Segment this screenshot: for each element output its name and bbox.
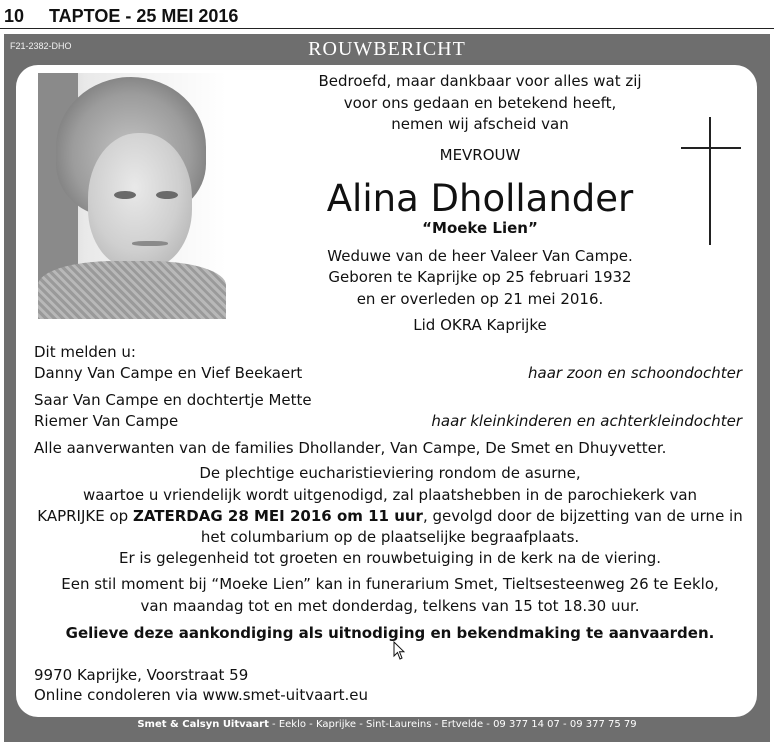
ceremony-line-5: Er is gelegenheid tot groeten en rouwbetuiging in de kerk na de viering. bbox=[118, 549, 662, 567]
announced-by: Dit melden u: bbox=[34, 343, 136, 361]
page-number: 10 bbox=[4, 6, 25, 26]
family-names-1: Danny Van Campe en Vief Beekaert bbox=[34, 364, 303, 382]
bio-line-3: en er overleden op 21 mei 2016. bbox=[356, 290, 604, 308]
ceremony-line-1: De plechtige eucharistieviering rondom de asurne, bbox=[199, 464, 581, 482]
bio-line-4: Lid OKRA Kaprijke bbox=[413, 316, 547, 334]
funeral-home-name: Smet & Calsyn Uitvaart bbox=[137, 719, 269, 730]
intro-line-2: voor ons gedaan en betekend heeft, bbox=[343, 94, 617, 112]
salutation: MEVROUW bbox=[439, 146, 521, 164]
portrait-photo bbox=[38, 73, 226, 319]
visit-line-2: van maandag tot en met donderdag, telkens van 15 tot 18.30 uur. bbox=[140, 597, 640, 615]
family-relation-1: haar zoon en schoondochter bbox=[528, 364, 742, 382]
ceremony-line-4: het columbarium op de plaatselijke begraafplaats. bbox=[200, 528, 580, 546]
funeral-home-details: - Eeklo - Kaprijke - Sint-Laureins - Ertvelde - 09 377 14 07 - 09 377 75 79 bbox=[268, 719, 637, 730]
mouse-cursor-icon bbox=[393, 641, 405, 661]
ceremony-date: ZATERDAG 28 MEI 2016 om 11 uur bbox=[132, 507, 423, 525]
publication-title: TAPTOE - 25 MEI 2016 bbox=[49, 6, 239, 26]
page-header bbox=[0, 0, 774, 30]
notice-title: ROUWBERICHT bbox=[308, 38, 466, 60]
ceremony-place: KAPRIJKE op bbox=[37, 507, 133, 525]
ceremony-line-3 bbox=[30, 507, 750, 525]
family-names-3: Riemer Van Campe bbox=[34, 412, 179, 430]
notice-code: F21-2382-DHO bbox=[10, 41, 72, 51]
intro-line-1: Bedroefd, maar dankbaar voor alles wat zij bbox=[318, 72, 642, 90]
nickname: “Moeke Lien” bbox=[422, 219, 538, 237]
header-rule bbox=[0, 28, 774, 29]
address: 9970 Kaprijke, Voorstraat 59 bbox=[34, 666, 249, 684]
request-line: Gelieve deze aankondiging als uitnodiging en bekendmaking te aanvaarden. bbox=[65, 624, 715, 642]
family-names-2: Saar Van Campe en dochtertje Mette bbox=[34, 391, 312, 409]
online-condolence: Online condoleren via www.smet-uitvaart.eu bbox=[34, 686, 369, 704]
visit-line-1: Een stil moment bij “Moeke Lien” kan in funerarium Smet, Tieltsesteenweg 26 te Eeklo, bbox=[61, 575, 719, 593]
bio-line-1: Weduwe van de heer Valeer Van Campe. bbox=[327, 247, 633, 265]
ceremony-line-2: waartoe u vriendelijk wordt uitgenodigd, zal plaatshebben in de parochiekerk van bbox=[82, 486, 698, 504]
intro-line-3: nemen wij afscheid van bbox=[391, 115, 569, 133]
funeral-home-footer bbox=[0, 719, 774, 730]
family-relation-3: haar kleinkinderen en achterkleindochter bbox=[431, 412, 742, 430]
relatives-line: Alle aanverwanten van de families Dhollander, Van Campe, De Smet en Dhuyvetter. bbox=[34, 439, 667, 457]
deceased-name: Alina Dhollander bbox=[326, 177, 634, 220]
bio-line-2: Geboren te Kaprijke op 25 februari 1932 bbox=[328, 268, 632, 286]
ceremony-continuation: , gevolgd door de bijzetting van de urne in bbox=[422, 507, 743, 525]
